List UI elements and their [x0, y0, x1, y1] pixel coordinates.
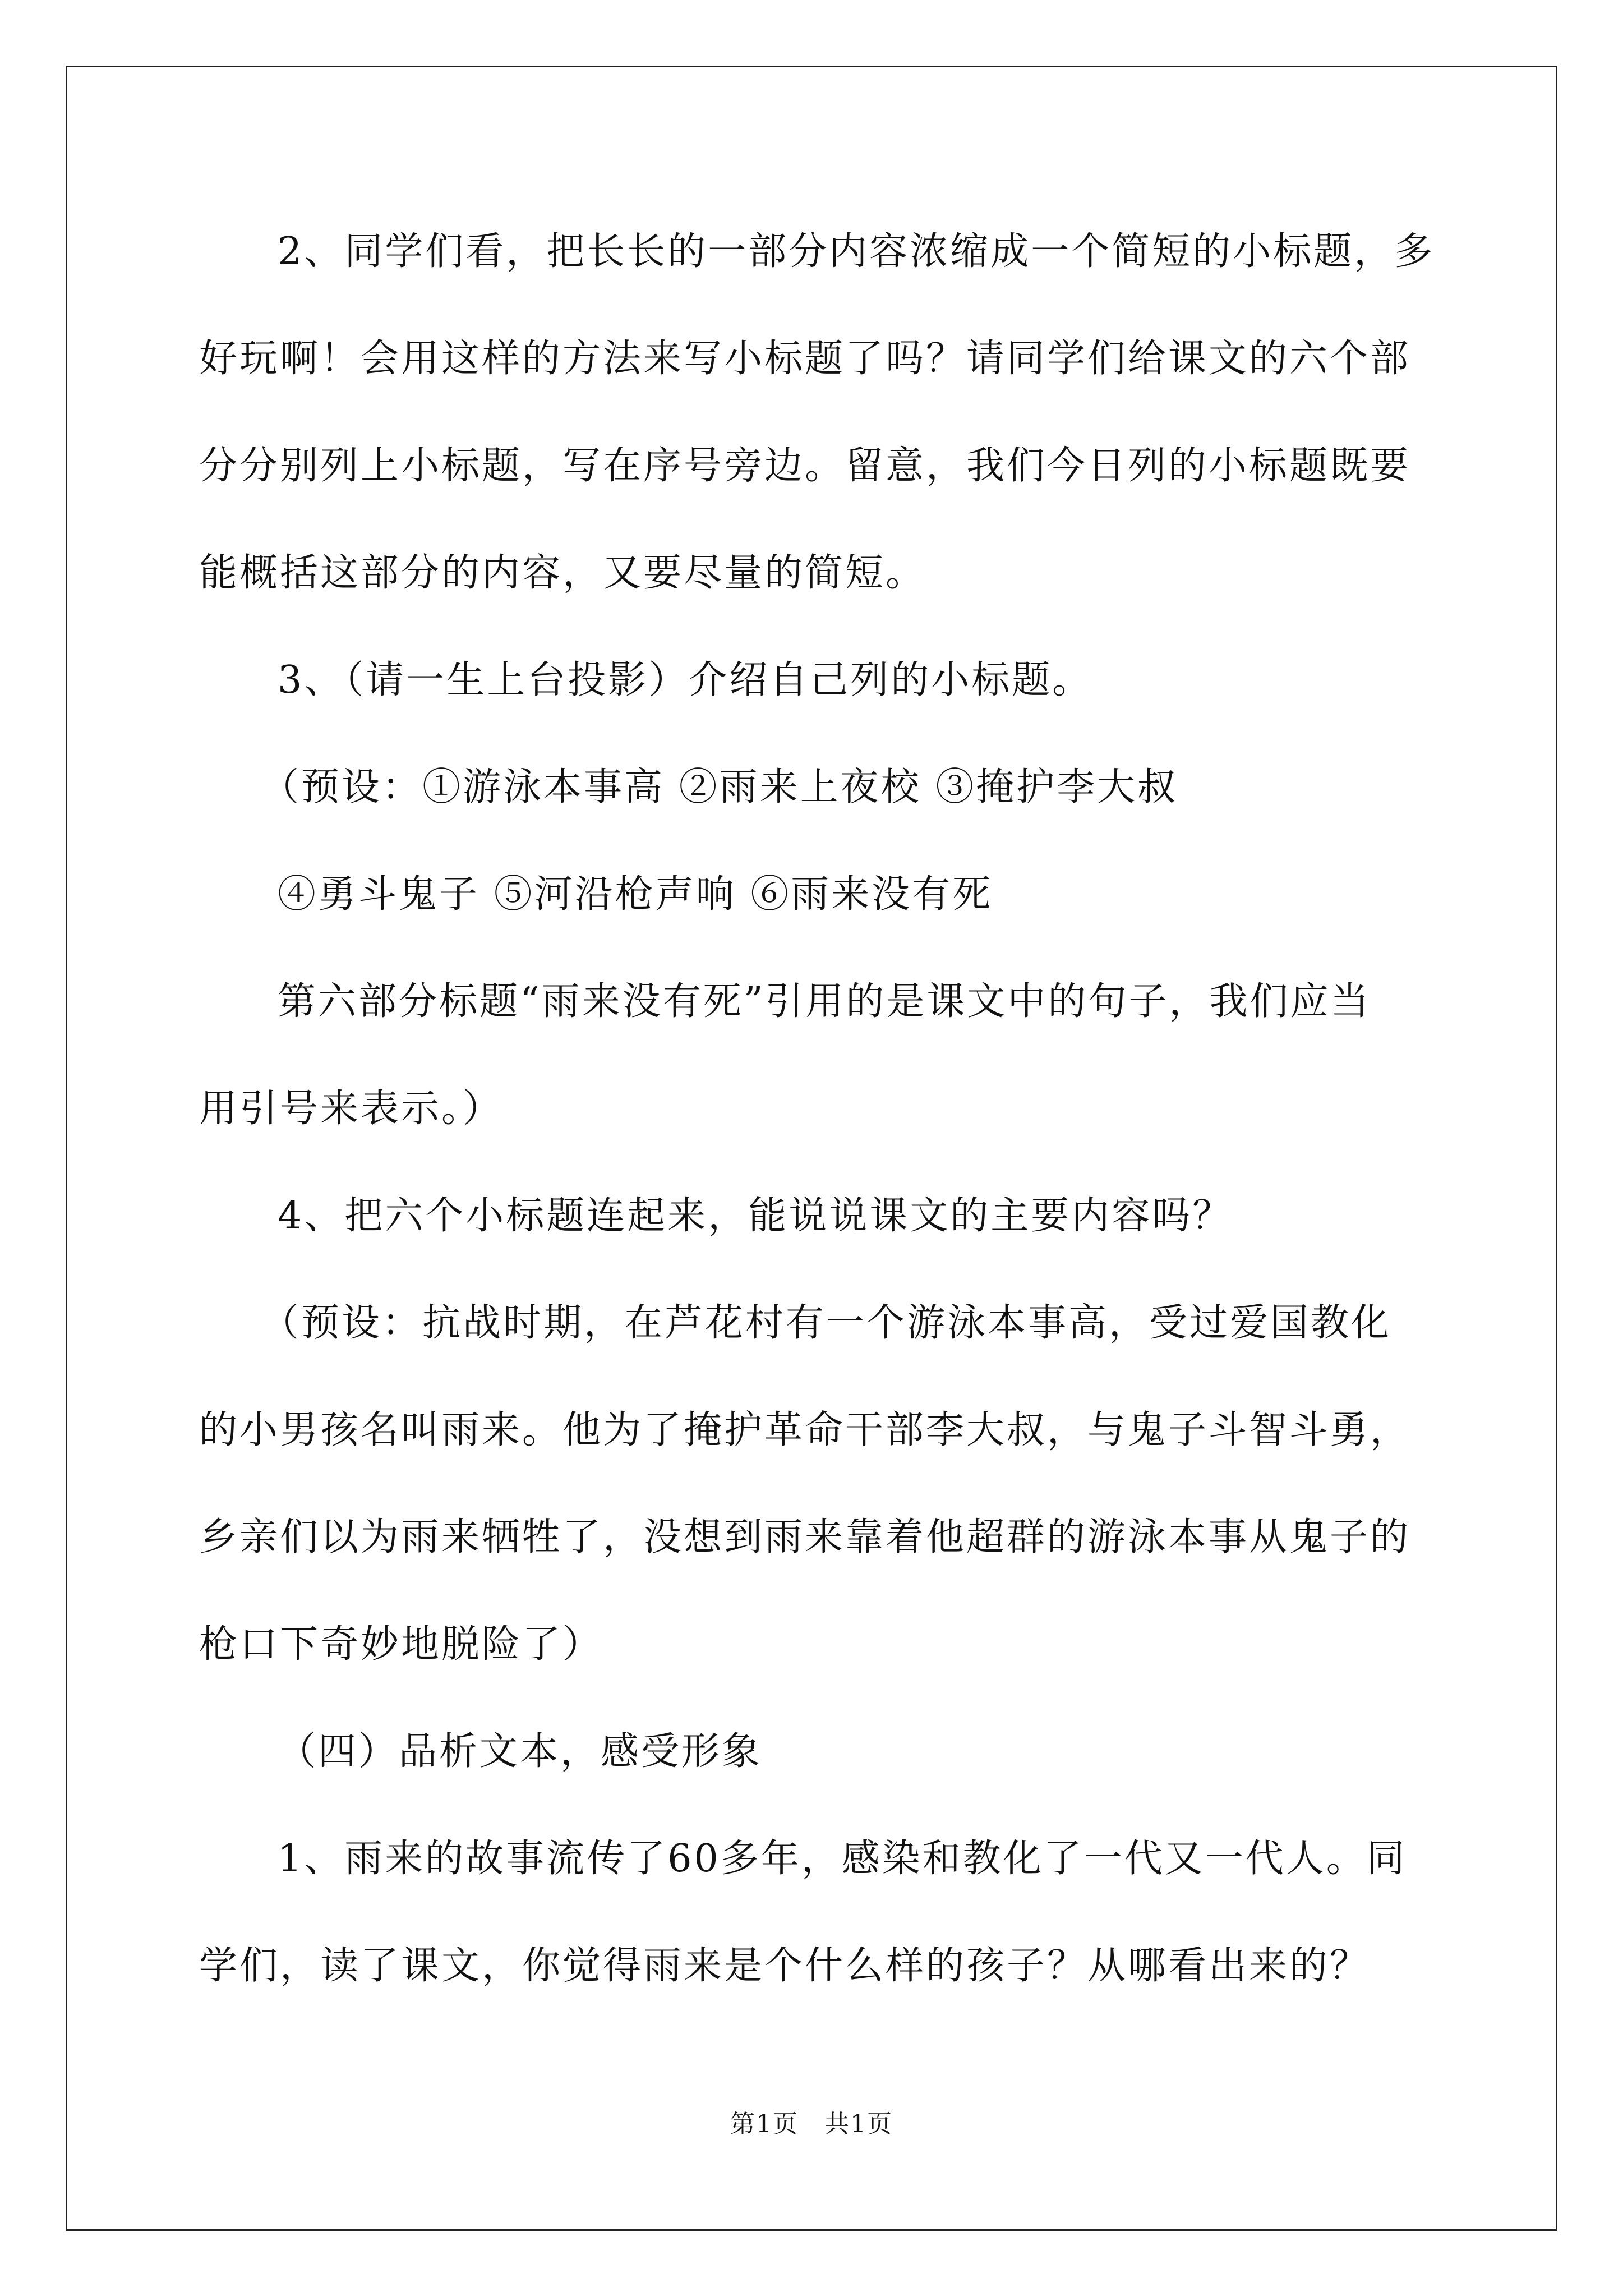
paragraph-2 [199, 198, 1435, 627]
paragraph-preset-2 [199, 841, 1424, 948]
page-number-total: 共1页 [824, 2110, 893, 2138]
text-line: （四）品析文本，感受形象 [278, 1729, 763, 1774]
text-line: 第六部分标题“雨来没有死”引用的是课文中的句子，我们应当 [278, 979, 1371, 1024]
text-line: 1、雨来的故事流传了60多年，感染和教化了一代又一代人。同 [278, 1837, 1407, 1881]
text-line: 用引号来表示。） [199, 1087, 504, 1131]
text-line: 4、把六个小标题连起来，能说说课文的主要内容吗？ [278, 1194, 1233, 1238]
text-line: 好玩啊！会用这样的方法来写小标题了吗？请同学们给课文的六个部 [199, 337, 1411, 381]
text-line: 枪口下奇妙地脱险了） [199, 1622, 603, 1667]
paragraph-4 [199, 1162, 1424, 1269]
text-line: （预设：抗战时期，在芦花村有一个游泳本事高，受过爱国教化 [261, 1301, 1392, 1345]
paragraph-1 [199, 1805, 1424, 2019]
text-line: （预设：①游泳本事高 ②雨来上夜校 ③掩护李大叔 [261, 765, 1178, 809]
text-line: 3、（请一生上台投影）介绍自己列的小标题。 [278, 658, 1093, 702]
text-line: 分分别列上小标题，写在序号旁边。留意，我们今日列的小标题既要 [199, 444, 1411, 488]
text-line: 乡亲们以为雨来牺牲了，没想到雨来靠着他超群的游泳本事从鬼子的 [199, 1515, 1411, 1559]
section-heading [199, 1698, 1424, 1805]
text-line: 的小男孩名叫雨来。他为了掩护革命干部李大叔，与鬼子斗智斗勇， [199, 1408, 1411, 1452]
paragraph-note [199, 948, 1424, 1162]
text-line: 学们，读了课文，你觉得雨来是个什么样的孩子？从哪看出来的？ [199, 1944, 1371, 1988]
text-line: 2、同学们看，把长长的一部分内容浓缩成一个简短的小标题，多 [278, 229, 1435, 274]
page-number-current: 第1页 [730, 2110, 799, 2138]
text-line: 能概括这部分的内容，又要尽量的简短。 [199, 551, 926, 595]
paragraph-3 [199, 627, 1424, 734]
page-footer [0, 2104, 1623, 2139]
text-line: ④勇斗鬼子 ⑤河沿枪声响 ⑥雨来没有死 [278, 872, 993, 917]
paragraph-preset-3 [199, 1269, 1424, 1698]
paragraph-preset-1 [199, 734, 1424, 841]
